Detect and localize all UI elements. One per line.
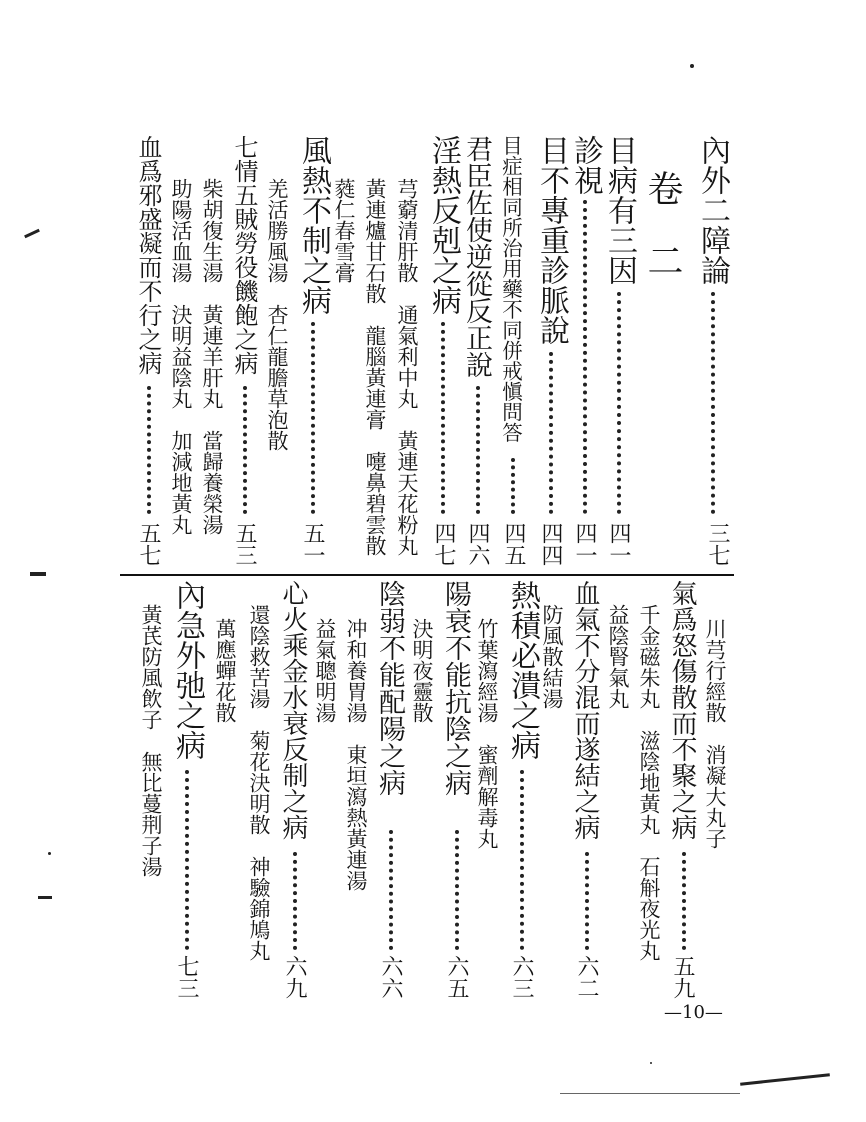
toc-entry-page: 四六 (465, 522, 490, 566)
leader-dots (147, 386, 151, 514)
formula-list: 萬應蟬花散 (213, 618, 237, 723)
toc-entry-title: 血氣不分混而遂結之病 (570, 580, 600, 840)
leader-dots (293, 852, 297, 950)
leader-dots (711, 292, 715, 514)
toc-entry-title: 淫熱反剋之病 (426, 135, 461, 315)
formula-list: 助陽活血湯 決明益陰丸 加減地黃丸 (169, 178, 193, 535)
leader-dots (476, 386, 480, 514)
toc-entry-title: 目症相同所治用藥不同併戒愼問答 (498, 135, 523, 443)
toc-entry-title: 氣爲怒傷散而不聚之病 (667, 580, 697, 840)
leader-dots (682, 852, 686, 950)
toc-entry-title: 血爲邪盛凝而不行之病 (134, 135, 162, 375)
toc-entry-title: 陽衰不能抗陰之病 (440, 580, 471, 796)
formula-list: 黃連爐甘石散 龍腦黃連膏 嚏鼻碧雲散 (363, 178, 387, 556)
toc-entry-title: 熱積必潰之病 (505, 580, 540, 760)
toc-entry-page: 五九 (670, 955, 695, 999)
toc-entry-page: 六六 (378, 955, 403, 999)
toc-entry-title: 七情五賊勞役饑飽之病 (230, 135, 258, 375)
formula-list: 益陰腎氣丸 (606, 604, 630, 709)
toc-entry-page: 五三 (232, 522, 257, 566)
scan-speck (650, 1062, 652, 1064)
toc-entry-page: 六九 (282, 955, 307, 999)
toc-entry-page: 五一 (300, 522, 325, 566)
formula-list: 還陰救苦湯 菊花決明散 神驗錦鳩丸 (247, 604, 271, 961)
toc-entry-title: 陰弱不能配陽之病 (374, 580, 405, 796)
page-number: —10— (664, 1002, 723, 1023)
leader-dots (617, 292, 621, 514)
toc-entry-title: 內外二障論 (695, 135, 730, 285)
formula-list: 千金磁朱丸 滋陰地黃丸 石斛夜光丸 (637, 604, 661, 961)
toc-entry-title: 目病有三因 (602, 135, 637, 285)
scan-speck (48, 852, 51, 855)
toc-entry-page: 四一 (606, 522, 631, 566)
toc-entry-page: 三七 (705, 522, 730, 566)
formula-list: 川芎行經散 消凝大丸子 (703, 618, 727, 849)
toc-entry-page: 四四 (538, 522, 563, 566)
leader-dots (243, 386, 247, 514)
formula-list: 益氣聰明湯 (313, 618, 337, 723)
scan-mark (740, 1073, 830, 1085)
toc-entry-page: 六五 (444, 955, 469, 999)
leader-dots (441, 322, 445, 514)
leader-dots (311, 322, 315, 514)
toc-entry-page: 六二 (574, 955, 599, 999)
scan-mark (30, 572, 46, 576)
formula-list: 蕤仁春雪膏 (332, 178, 356, 283)
leader-dots (511, 458, 515, 514)
leader-dots (520, 770, 524, 950)
toc-entry-title: 心火乘金水衰反制之病 (278, 580, 308, 840)
toc-entry-title: 診視 (568, 135, 603, 195)
formula-list: 竹葉瀉經湯 蜜劑解毒丸 (475, 618, 499, 849)
leader-dots (455, 830, 459, 950)
section-divider (120, 574, 734, 576)
volume-heading: 卷 二 (642, 170, 683, 278)
leader-dots (185, 770, 189, 950)
toc-entry-page: 五七 (136, 522, 161, 566)
formula-list: 黃芪防風飲子 無比蔓荆子湯 (139, 604, 163, 877)
formula-list: 冲和養胃湯 東垣瀉熱黃連湯 (344, 618, 368, 891)
toc-entry-title: 君臣佐使逆從反正說 (461, 135, 492, 378)
leader-dots (389, 830, 393, 950)
formula-list: 柴胡復生湯 黃連羊肝丸 當歸養榮湯 (200, 178, 224, 535)
scan-mark (38, 896, 52, 899)
formula-list: 羌活勝風湯 杏仁龍膽草泡散 (265, 178, 289, 451)
toc-entry-title: 內急外弛之病 (170, 580, 205, 760)
scan-mark (24, 229, 40, 238)
formula-list: 決明夜靈散 (410, 618, 434, 723)
toc-entry-page: 四五 (501, 522, 526, 566)
leader-dots (583, 200, 587, 514)
toc-entry-page: 四一 (572, 522, 597, 566)
scan-mark (560, 1093, 740, 1094)
toc-entry-title: 目不專重診脈說 (534, 135, 569, 345)
formula-list: 防風散結湯 (540, 604, 564, 709)
leader-dots (585, 852, 589, 950)
formula-list: 芎藭清肝散 通氣利中丸 黃連天花粉丸 (395, 178, 419, 556)
toc-entry-page: 七三 (174, 955, 199, 999)
scan-speck (690, 64, 694, 68)
toc-entry-page: 四七 (431, 522, 456, 566)
leader-dots (549, 352, 553, 514)
toc-entry-page: 六三 (509, 955, 534, 999)
toc-entry-title: 風熱不制之病 (296, 135, 331, 315)
